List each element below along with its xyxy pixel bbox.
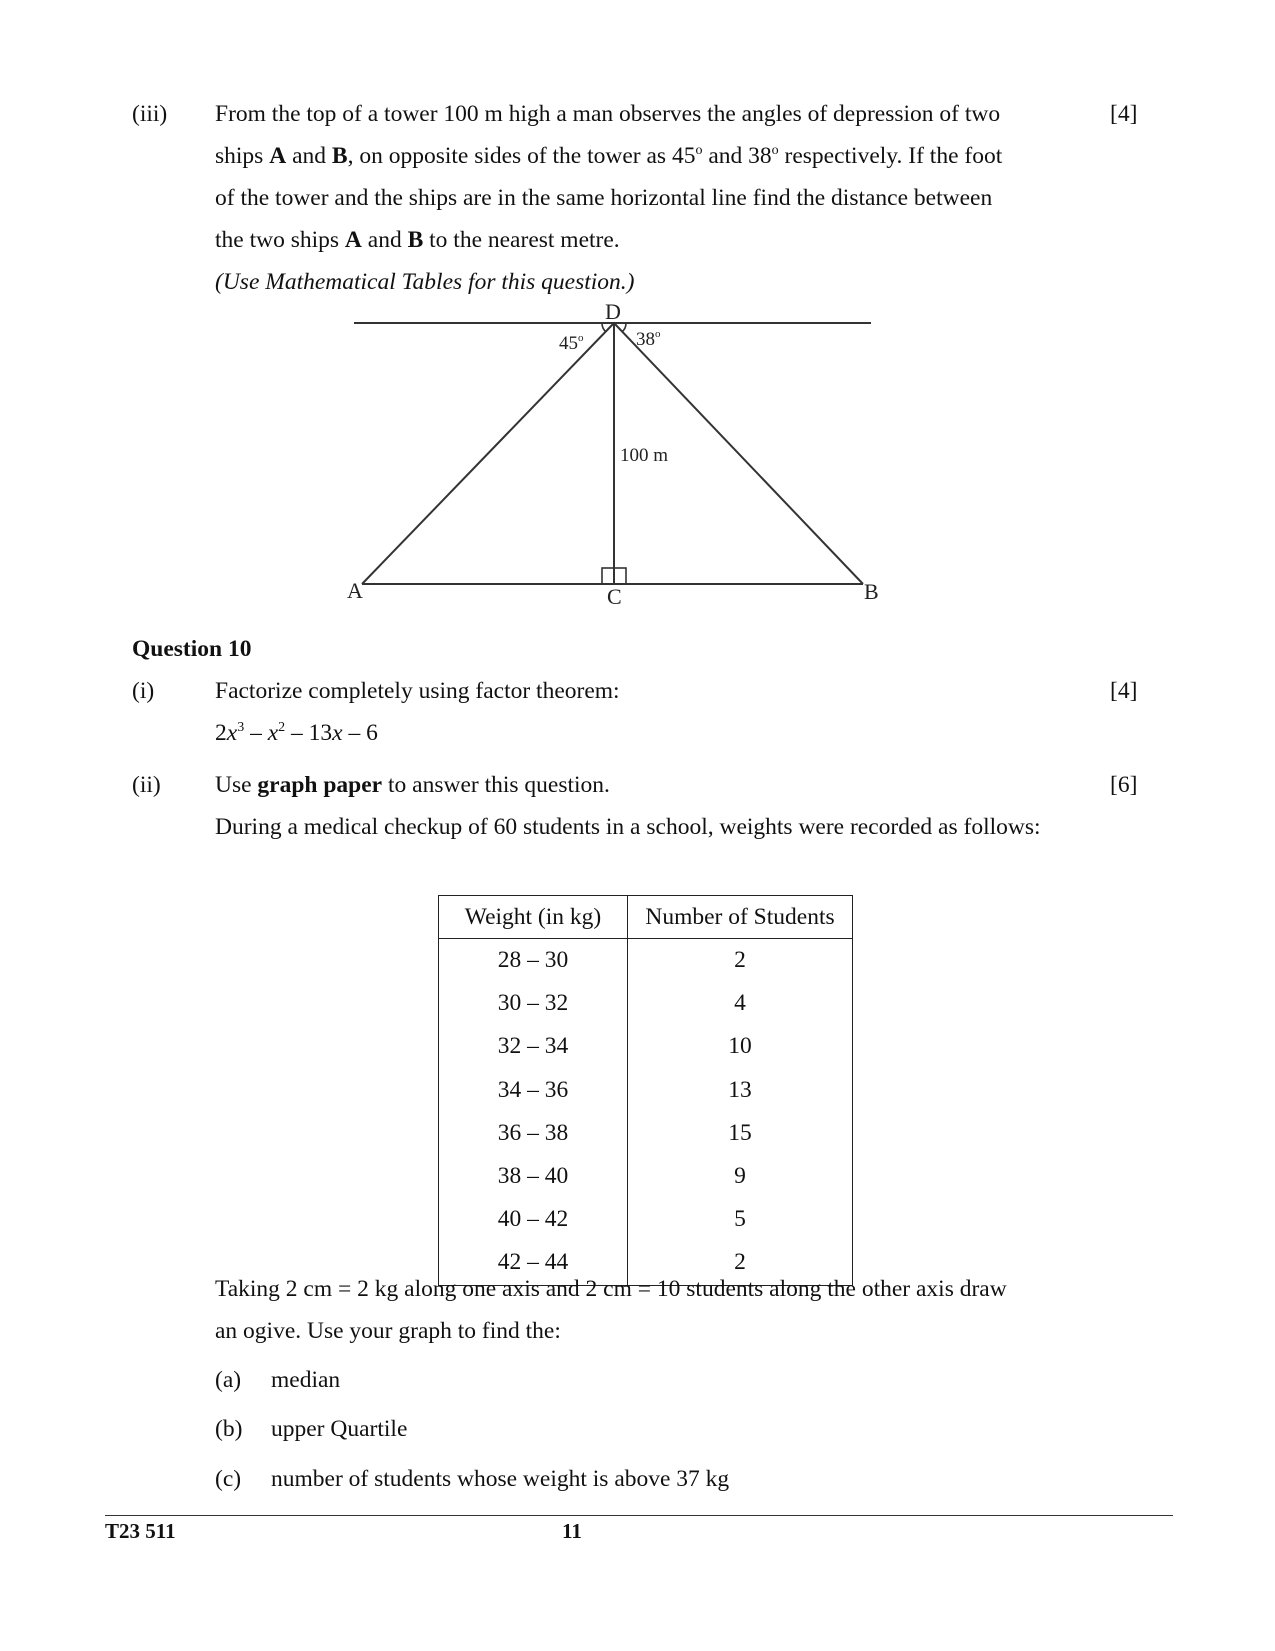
angle-label-right: 38$^o$ bbox=[636, 328, 661, 350]
instruction-note: (Use Mathematical Tables for this question.) bbox=[215, 269, 635, 295]
question-text-line: the two ships A and B to the nearest metre. bbox=[215, 227, 620, 253]
question-text-line: ships A and B, on opposite sides of the tower as 45$^o$ and 38$^o$ respectively. If the foot bbox=[215, 143, 1003, 169]
table-cell: 10 bbox=[628, 1025, 853, 1068]
table-cell: 5 bbox=[628, 1198, 853, 1241]
table-cell: 38 – 40 bbox=[439, 1155, 628, 1198]
question-text-line: Taking 2 cm = 2 kg along one axis and 2 cm = 10 students along the other axis draw bbox=[215, 1276, 1007, 1302]
table-cell: 2 bbox=[628, 939, 853, 983]
tower-height-label: 100 m bbox=[620, 445, 669, 466]
table-header-cell: Weight (in kg) bbox=[439, 896, 628, 939]
table-row bbox=[439, 939, 853, 983]
question-text-line: Use graph paper to answer this question. bbox=[215, 772, 610, 798]
question-text-line: During a medical checkup of 60 students in a school, weights were recorded as follows: bbox=[215, 814, 1041, 840]
sight-line-a bbox=[362, 323, 614, 584]
table-cell: 34 – 36 bbox=[439, 1069, 628, 1112]
question-text-line: From the top of a tower 100 m high a man observes the angles of depression of two bbox=[215, 101, 1001, 127]
subpart-label: (b) bbox=[215, 1416, 243, 1442]
subpart-text: number of students whose weight is above 37 kg bbox=[271, 1466, 730, 1492]
footer-rule bbox=[105, 1515, 1173, 1516]
vertex-label-a: A bbox=[347, 578, 363, 603]
vertex-label-b: B bbox=[864, 579, 879, 604]
subpart-label: (a) bbox=[215, 1367, 242, 1393]
question-text-line: of the tower and the ships are in the same horizontal line find the distance between bbox=[215, 185, 993, 211]
table-header-row bbox=[439, 896, 853, 939]
table-cell: 13 bbox=[628, 1069, 853, 1112]
table-row bbox=[439, 982, 853, 1025]
angle-arc-left bbox=[602, 323, 606, 332]
table-header-cell: Number of Students bbox=[628, 896, 853, 939]
table-cell: 42 – 44 bbox=[439, 1241, 628, 1285]
table-cell: 36 – 38 bbox=[439, 1112, 628, 1155]
marks-label: [4] bbox=[1110, 101, 1138, 127]
question-heading: Question 10 bbox=[132, 636, 252, 662]
table-cell: 2 bbox=[628, 1241, 853, 1285]
table-cell: 15 bbox=[628, 1112, 853, 1155]
question-part-number: (ii) bbox=[132, 772, 161, 798]
table-cell: 30 – 32 bbox=[439, 982, 628, 1025]
table-cell: 28 – 30 bbox=[439, 939, 628, 983]
table-row bbox=[439, 1069, 853, 1112]
table-row bbox=[439, 1025, 853, 1068]
weight-frequency-table bbox=[438, 895, 853, 1286]
question-part-number: (i) bbox=[132, 678, 155, 704]
angle-arc-right bbox=[622, 323, 626, 332]
subpart-text: median bbox=[271, 1367, 341, 1393]
table-cell: 4 bbox=[628, 982, 853, 1025]
marks-label: [4] bbox=[1110, 678, 1138, 704]
question-text-line: Factorize completely using factor theorem: bbox=[215, 678, 620, 704]
paper-code: T23 511 bbox=[105, 1519, 176, 1543]
tower-angle-diagram bbox=[330, 300, 910, 620]
table-cell: 40 – 42 bbox=[439, 1198, 628, 1241]
subpart-label: (c) bbox=[215, 1466, 242, 1492]
marks-label: [6] bbox=[1110, 772, 1138, 798]
table-row bbox=[439, 1112, 853, 1155]
table-cell: 9 bbox=[628, 1155, 853, 1198]
vertex-label-c: C bbox=[607, 584, 622, 609]
subpart-text: upper Quartile bbox=[271, 1416, 408, 1442]
question-text-line: an ogive. Use your graph to find the: bbox=[215, 1318, 561, 1344]
page-number: 11 bbox=[562, 1519, 582, 1543]
table-cell: 32 – 34 bbox=[439, 1025, 628, 1068]
vertex-label-d: D bbox=[605, 300, 621, 324]
polynomial-expression: $2x^3 - x^2 - 13x - 6$ bbox=[215, 720, 378, 746]
table-row bbox=[439, 1198, 853, 1241]
angle-label-left: 45$^o$ bbox=[559, 332, 584, 354]
question-part-number: (iii) bbox=[132, 101, 168, 127]
table-row bbox=[439, 1155, 853, 1198]
